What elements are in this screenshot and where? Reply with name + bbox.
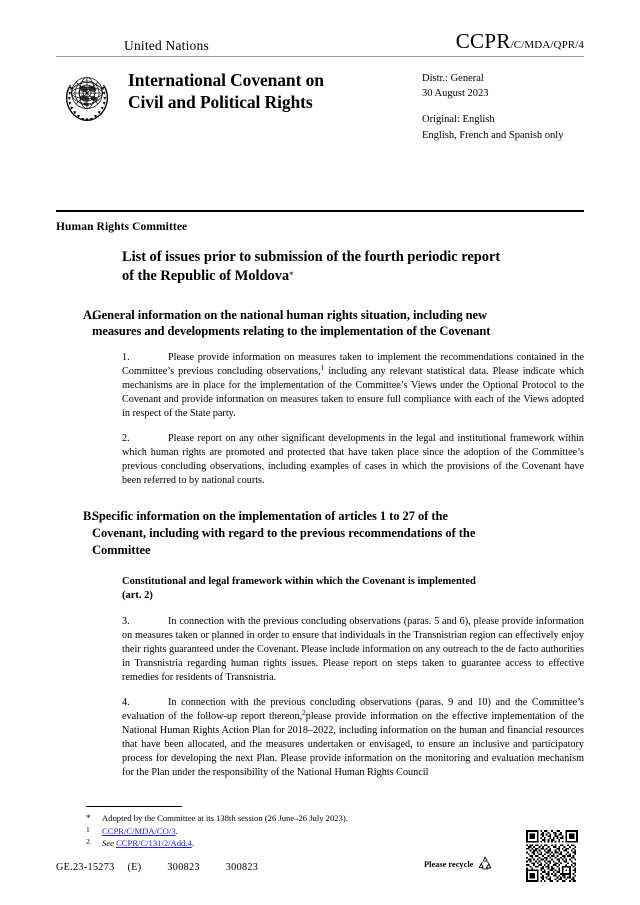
date-code-1: 300823 (167, 862, 200, 873)
footer-job-code (56, 862, 258, 873)
footnote-2-suffix: . (191, 837, 194, 848)
original-language: Original: English (422, 114, 495, 126)
paragraph-1-text-before: Please provide information on measures taken to implement the recommendations contained in the Committee’s previous concluding observations, (122, 352, 584, 378)
footnotes (86, 806, 506, 849)
footnote-star-marker: * (86, 813, 91, 823)
footnote-1-link[interactable]: CCPR/C/MDA/CO/3 (102, 825, 176, 836)
committee-name: Human Rights Committee (56, 221, 188, 233)
footnote-1-marker: 1 (86, 824, 90, 834)
paragraph-2-text: Please report on any other significant developments in the legal and institutional framework within which human rights are promoted and protected that have taken place since the adoption of the Committee’s previous concluding observations, including examples of cases in which the provisions of the Covenant have been referred to by national courts. (122, 433, 584, 487)
masthead (56, 30, 584, 175)
distribution-block (422, 71, 622, 143)
paragraph-3-text: In connection with the previous concluding observations (paras. 5 and 6), please provide information on measures taken or planned in order to ensure that individuals in the Transnistrian region can effectively enjoy their rights guaranteed under the Covenant. Please include information on any outreach to the de facto authorities in Transnistria regarding human rights issues. Please report on steps taken to guarantee access to effective remedies for residents of Transnistria. (122, 616, 584, 683)
subsection-heading (122, 575, 542, 604)
paragraph-3-number: 3. (122, 616, 130, 628)
paragraph-1-number: 1. (122, 352, 130, 364)
footnote-star-text: Adopted by the Committee at its 138th session (26 June–26 July 2023). (102, 813, 348, 823)
covenant-title-line1: International Covenant on (128, 70, 324, 90)
paragraph-1 (122, 351, 584, 421)
page-title (122, 248, 502, 287)
un-emblem-icon (56, 67, 118, 129)
page-title-text: List of issues prior to submission of the fourth periodic report of the Republic of Moldova (122, 249, 501, 285)
footnote-divider (86, 806, 182, 807)
document-content (56, 248, 584, 780)
organization-name: United Nations (124, 37, 209, 53)
paragraph-4-number: 4. (122, 696, 130, 708)
masthead-top-row (56, 30, 584, 52)
subsection-heading-line1: Constitutional and legal framework within which the Covenant is implemented (122, 575, 476, 587)
covenant-title (128, 69, 428, 114)
section-a (56, 307, 584, 341)
section-b (56, 508, 584, 559)
footnote-2 (86, 837, 506, 849)
qr-code-icon (526, 830, 578, 882)
footnote-star (86, 812, 506, 825)
document-symbol-sub: /C/MDA/QPR/4 (510, 39, 584, 51)
masthead-divider (56, 56, 584, 57)
paragraph-2-number: 2. (122, 433, 130, 445)
footnote-2-prefix: See (102, 837, 117, 848)
distribution-type: Distr.: General (422, 73, 484, 84)
language-code: (E) (127, 862, 142, 873)
document-date: 30 August 2023 (422, 88, 489, 100)
footnote-2-link[interactable]: CCPR/C/131/2/Add.4 (116, 837, 192, 848)
paragraph-2 (122, 432, 584, 488)
subsection-heading-line2: (art. 2) (122, 590, 153, 602)
paragraph-4-footnote-ref[interactable]: 2 (302, 708, 306, 717)
section-a-heading: General information on the national human rights situation, including new measures and developments relating to the implementation of the Covenant (92, 307, 491, 339)
distribution-spacer (422, 101, 622, 112)
section-b-heading: Specific information on the implementation of articles 1 to 27 of the Covenant, including with regard to the previous recommendations of the Committee (92, 509, 476, 557)
document-symbol-main: CCPR (455, 29, 511, 53)
paragraph-4-text-after: please provide information on the effective implementation of the National Human Rights Action Plan for 2018–2022, including information on the human and financial resources that have been allocated, and the measures undertaken or envisaged, to ensure an inclusive and participatory process for developing the next Plan. Please provide information on the monitoring and evaluation mechanism for the Plan under the responsibility of the National Human Rights Council (122, 710, 584, 778)
body-divider (56, 210, 584, 212)
paragraph-1-footnote-ref[interactable]: 1 (320, 364, 325, 373)
footnote-1 (86, 825, 506, 837)
page-title-footnote-marker: * (289, 270, 294, 281)
recycle-icon (476, 855, 494, 873)
section-a-letter: A. (83, 307, 96, 322)
recycle-notice (424, 855, 494, 873)
recycle-label: Please recycle (424, 859, 474, 869)
paragraph-4 (122, 696, 584, 780)
document-symbol (456, 31, 584, 52)
date-code-2: 300823 (225, 862, 259, 873)
section-b-letter: B. (83, 509, 95, 524)
paragraph-3 (122, 615, 584, 685)
paragraph-4-text-before: In connection with the previous concluding observations (paras. 9 and 10) and the Committee’s evaluation of the follow-up report thereon, (122, 696, 584, 722)
job-number: GE.23-15273 (56, 862, 115, 873)
footnote-2-marker: 2 (86, 836, 90, 846)
available-languages: English, French and Spanish only (422, 129, 564, 141)
masthead-bottom-row (56, 65, 584, 175)
footnote-1-suffix: . (175, 825, 178, 836)
covenant-title-line2: Civil and Political Rights (128, 92, 313, 113)
paragraph-1-text-after: including any relevant statistical data. Please indicate which mechanisms are in place for the implementation of the Committee’s Views under the Optional Protocol to the Covenant and provide information on measures taken to ensure full compliance with each of the Views adopted in respect of the State party. (122, 366, 584, 420)
